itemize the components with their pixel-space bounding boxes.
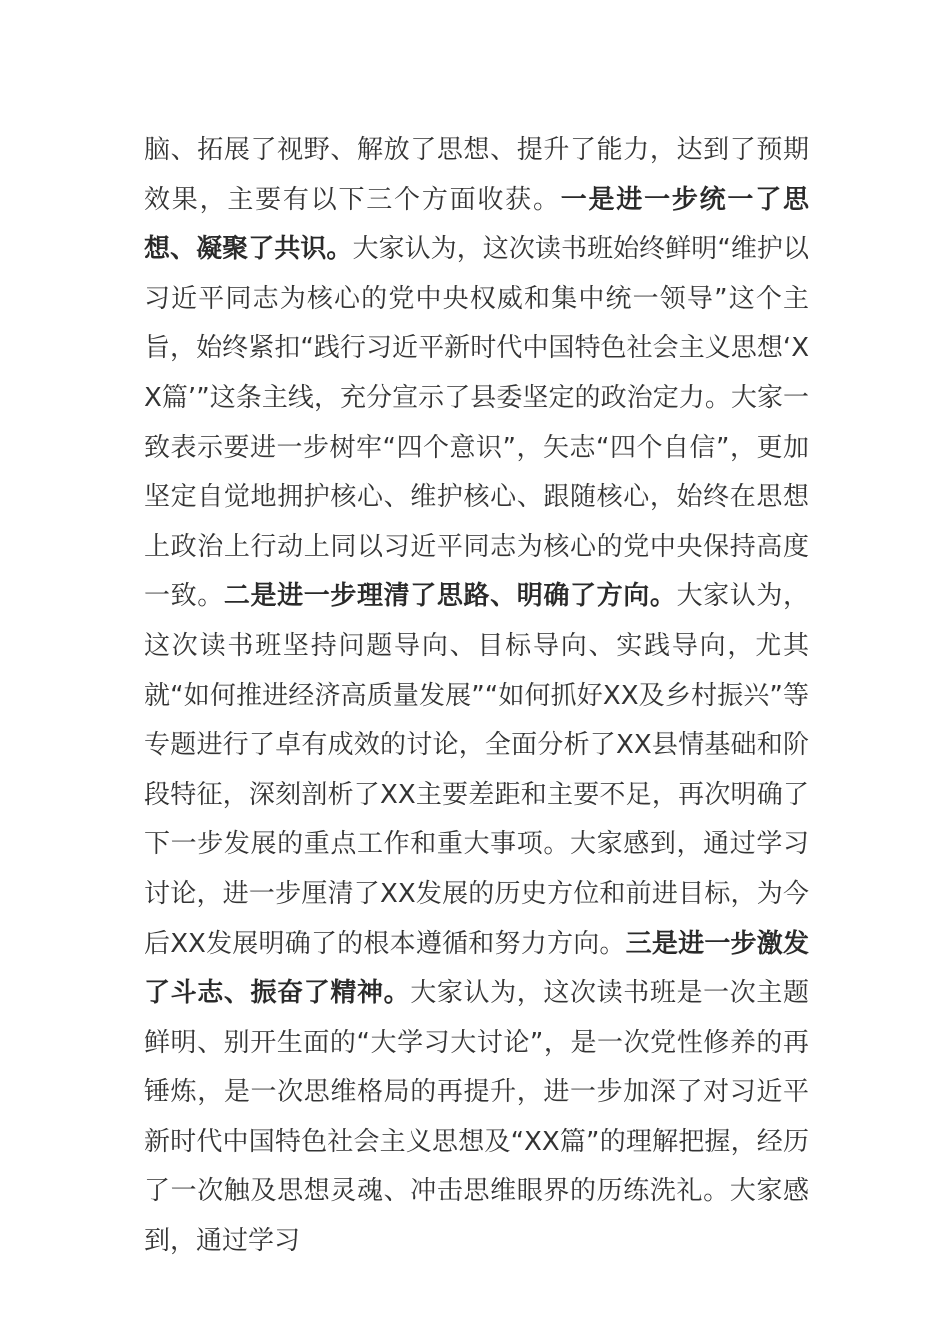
- text-segment: 大家认为，这次读书班坚持问题导向、目标导向、实践导向，尤其就“如何推进经济高质量发展”“如何抓好XX及乡村振兴”等专题进行了卓有成效的讨论，全面分析了XX县情基础和阶段特征，深刻剖析了XX主要差距和主要不足，再次明确了下一步发展的重点工作和重大事项。大家感到，通过学习讨论，进一步厘清了XX发展的历史方位和前进目标，为今后XX发展明确了的根本遵循和努力方向。: [144, 581, 809, 959]
- bold-heading-one: 一是进一步统一了思想、凝聚了共识。: [144, 184, 809, 265]
- text-segment: 大家认为，这次读书班始终鲜明“维护以习近平同志为核心的党中央权威和集中统一领导”这个主旨，始终紧扣“践行习近平新时代中国特色社会主义思想‘XX篇’”这条主线，充分宣示了县委坚定的政治定力。大家一致表示要进一步树牢“四个意识”，矢志“四个自信”，更加坚定自觉地拥护核心、维护核心、跟随核心，始终在思想上政治上行动上同以习近平同志为核心的党中央保持高度一致。: [144, 234, 809, 612]
- text-segment: 大家认为，这次读书班是一次主题鲜明、别开生面的“大学习大讨论”，是一次党性修养的再锤炼，是一次思维格局的再提升，进一步加深了对习近平新时代中国特色社会主义思想及“XX篇”的理解把握，经历了一次触及思想灵魂、冲击思维眼界的历练洗礼。大家感到，通过学习: [144, 978, 809, 1257]
- body-paragraph: [144, 126, 809, 1267]
- bold-heading-two: 二是进一步理清了思路、明确了方向。: [223, 581, 677, 612]
- text-segment: 脑、拓展了视野、解放了思想、提升了能力，达到了预期效果，主要有以下三个方面收获。: [144, 135, 809, 215]
- bold-heading-three: 三是进一步激发了斗志、振奋了精神。: [144, 928, 809, 1009]
